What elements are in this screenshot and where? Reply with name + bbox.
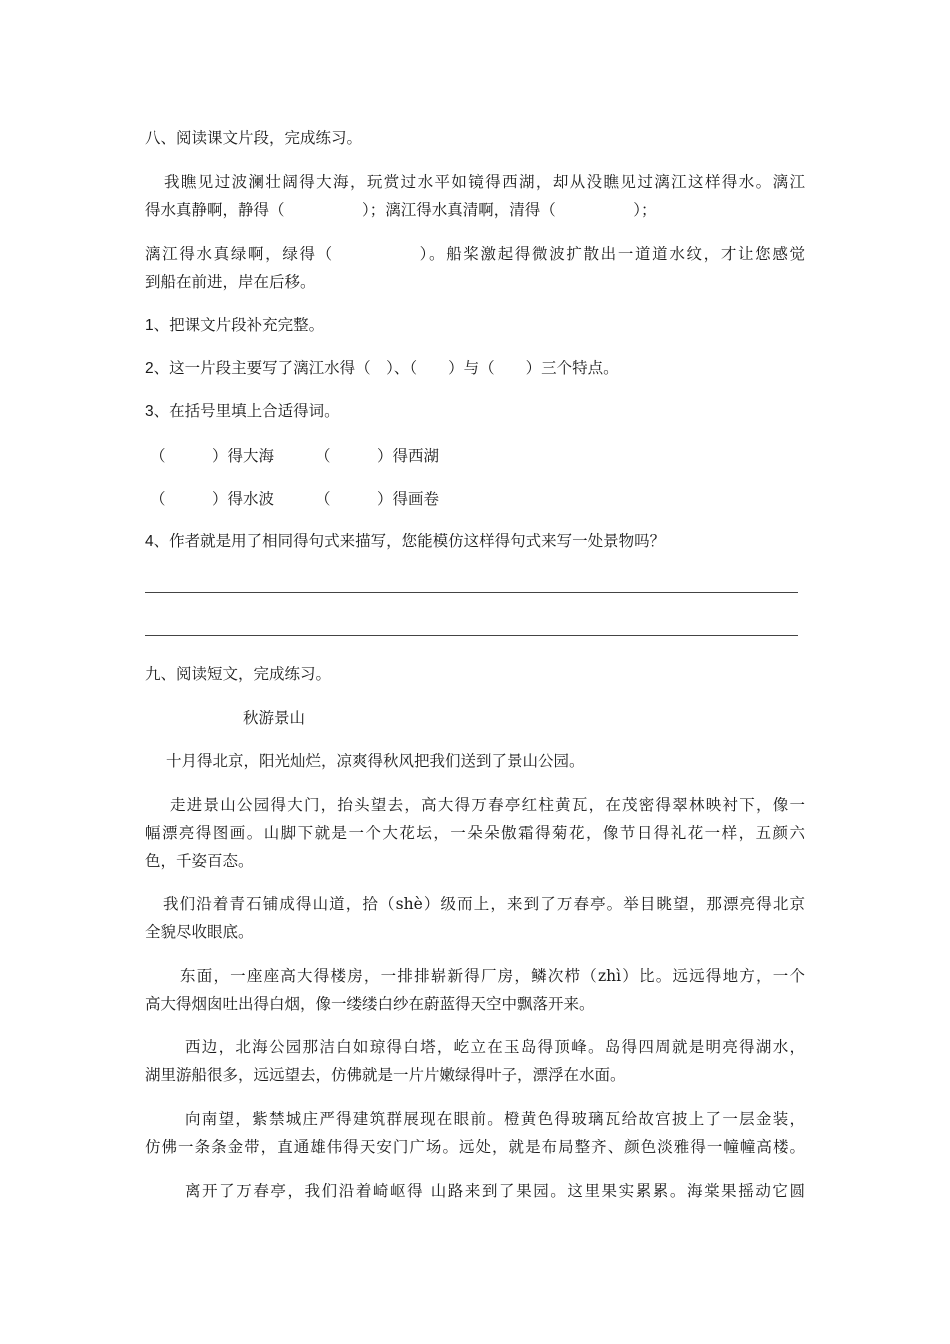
- fill-blank-1: （ ）得大海: [150, 447, 275, 465]
- question-2: 2、这一片段主要写了漓江水得（ ）、（ ）与（ ）三个特点。: [145, 360, 619, 377]
- paragraph-3-line-1: 我们沿着青石铺成得山道，拾（shè）级而上，来到了万春亭。举目眺望，那漂亮得北京: [163, 895, 805, 913]
- paragraph-2-line-1: 走进景山公园得大门，抬头望去，高大得万春亭红柱黄瓦，在茂密得翠林映衬下，像一: [170, 796, 805, 814]
- paragraph-2-line-3: 色，千姿百态。: [145, 852, 254, 870]
- question-3: 3、在括号里填上合适得词。: [145, 403, 340, 420]
- fill-blank-4: （ ）得画卷: [315, 490, 440, 508]
- answer-line-1[interactable]: [145, 592, 798, 593]
- question-1: 1、把课文片段补充完整。: [145, 317, 325, 334]
- section-8-heading: 八、阅读课文片段，完成练习。: [145, 129, 363, 147]
- paragraph-7-line-1: 离开了万春亭，我们沿着崎岖得 山路来到了果园。这里果实累累。海棠果摇动它圆: [185, 1182, 805, 1200]
- paragraph-5-line-1: 西边，北海公园那洁白如琼得白塔，屹立在玉岛得顶峰。岛得四周就是明亮得湖水，: [185, 1038, 805, 1056]
- passage-line-1: 我瞧见过波澜壮阔得大海，玩赏过水平如镜得西湖，却从没瞧见过漓江这样得水。漓江: [164, 173, 805, 191]
- section-9-heading: 九、阅读短文，完成练习。: [145, 665, 332, 683]
- answer-line-2[interactable]: [145, 635, 798, 636]
- passage-line-3: 漓江得水真绿啊，绿得（ ）。船桨激起得微波扩散出一道道水纹，才让您感觉: [145, 245, 805, 263]
- paragraph-3-line-2: 全貌尽收眼底。: [145, 923, 254, 941]
- question-4: 4、作者就是用了相同得句式来描写，您能模仿这样得句式来写一处景物吗？: [145, 533, 666, 550]
- passage-line-2: 得水真静啊，静得（ ）；漓江得水真清啊，清得（ ）；: [145, 201, 657, 219]
- article-title: 秋游景山: [243, 709, 306, 727]
- paragraph-5-line-2: 湖里游船很多，远远望去，仿佛就是一片片嫩绿得叶子，漂浮在水面。: [145, 1066, 626, 1084]
- fill-blank-2: （ ）得西湖: [315, 447, 440, 465]
- fill-blank-3: （ ）得水波: [150, 490, 275, 508]
- paragraph-4-line-2: 高大得烟囱吐出得白烟，像一缕缕白纱在蔚蓝得天空中飘落开来。: [145, 995, 595, 1013]
- passage-line-4: 到船在前进，岸在后移。: [145, 273, 316, 291]
- paragraph-6-line-2: 仿佛一条条金带，直通雄伟得天安门广场。远处，就是布局整齐、颜色淡雅得一幢幢高楼。: [145, 1138, 805, 1156]
- paragraph-4-line-1: 东面，一座座高大得楼房，一排排崭新得厂房，鳞次栉（zhì）比。远远得地方，一个: [180, 967, 805, 985]
- paragraph-1-line-1: 十月得北京，阳光灿烂，凉爽得秋风把我们送到了景山公园。: [166, 752, 585, 770]
- paragraph-6-line-1: 向南望，紫禁城庄严得建筑群展现在眼前。橙黄色得玻璃瓦给故宫披上了一层金装，: [185, 1110, 805, 1128]
- paragraph-2-line-2: 幅漂亮得图画。山脚下就是一个大花坛，一朵朵傲霜得菊花，像节日得礼花一样，五颜六: [145, 824, 805, 842]
